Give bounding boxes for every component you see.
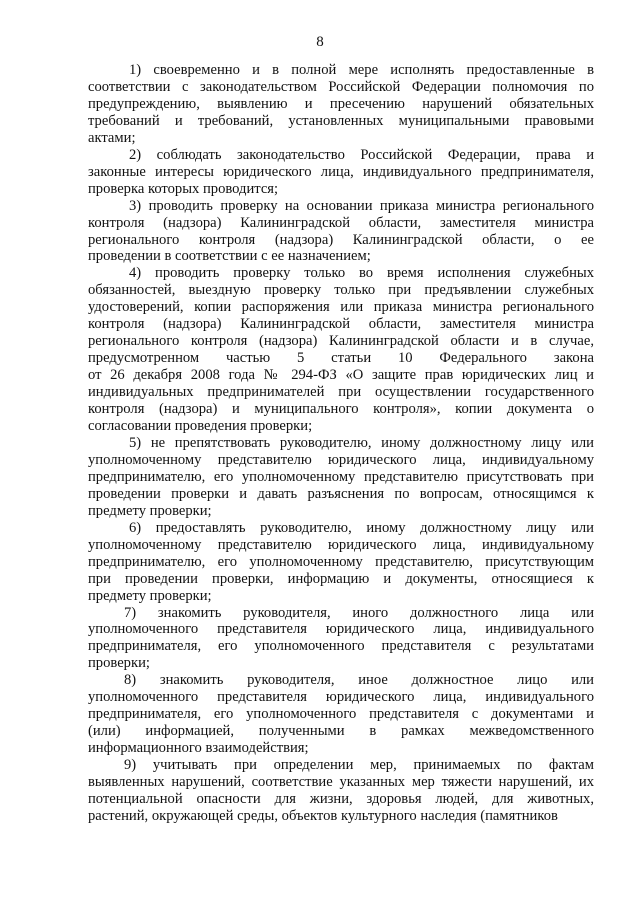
text-line: предусмотренном частью 5 статьи 10 Федерального закона (88, 350, 594, 367)
text-line: обязанностей, выездную проверку только при предъявлении служебных (88, 282, 594, 299)
text-line: предмету проверки; (88, 502, 212, 519)
text-line: проведении в соответствии с ее назначением; (88, 248, 371, 265)
text-line: от 26 декабря 2008 года № 294-ФЗ «О защите прав юридических лиц и (88, 367, 594, 384)
text-line: потенциальной опасности для жизни, здоровья людей, для животных, (88, 790, 594, 807)
paragraph-7 (88, 605, 594, 673)
text-line: регионального контроля (надзора) Калининградской области, о ее (88, 231, 594, 248)
text-line: уполномоченному представителю юридического лица, индивидуальному (88, 536, 594, 553)
text-line: проверки; (88, 655, 150, 672)
text-line: 5) не препятствовать руководителю, иному должностному лицу или (129, 434, 594, 451)
text-line: при проведении проверки, информацию и документы, относящиеся к (88, 570, 594, 587)
paragraph-5 (88, 435, 594, 520)
paragraph-2 (88, 147, 594, 198)
document-body (88, 62, 594, 825)
text-line: уполномоченного представителя юридического лица, индивидуального (88, 621, 594, 638)
text-line: актами; (88, 129, 136, 146)
paragraph-1 (88, 62, 594, 147)
text-line: удостоверений, копии распоряжения или приказа министра регионального (88, 299, 594, 316)
page-number: 8 (316, 34, 324, 50)
paragraph-9 (88, 757, 594, 825)
text-line: 2) соблюдать законодательство Российской Федерации, права и (129, 146, 594, 163)
text-line: выявленных нарушений, соответствие указанных мер тяжести нарушений, их (88, 774, 594, 791)
text-line: 1) своевременно и в полной мере исполнять предоставленные в (129, 62, 594, 78)
text-line: 6) предоставлять руководителю, иному должностному лицу или (129, 519, 594, 536)
paragraph-3 (88, 198, 594, 266)
text-line: предупреждению, выявлению и пресечению нарушений обязательных (88, 95, 594, 112)
text-line: индивидуальных предпринимателей при осуществлении государственного (88, 384, 594, 401)
text-line: уполномоченного представителя юридического лица, индивидуального (88, 689, 594, 706)
text-line: проведении проверки и давать разъяснения по вопросам, относящимся к (88, 485, 594, 502)
text-line: соответствии с законодательством Российской Федерации полномочия по (88, 78, 594, 95)
text-line: контроля (надзора) Калининградской области, заместителя министра (88, 316, 594, 333)
text-line: законные интересы юридического лица, индивидуального предпринимателя, (88, 163, 594, 180)
text-line: 9) учитывать при определении мер, принимаемых по фактам (124, 757, 594, 774)
text-line: предмету проверки; (88, 587, 212, 604)
text-line: контроля (надзора) Калининградской области, заместителя министра (88, 214, 594, 231)
paragraph-6 (88, 520, 594, 605)
text-line: предпринимателю, его уполномоченному представителю, присутствующим (88, 553, 594, 570)
text-line: согласовании проведения проверки; (88, 418, 313, 435)
paragraph-8 (88, 672, 594, 757)
text-line: 8) знакомить руководителя, иное должностное лицо или (124, 672, 594, 689)
text-line: предпринимателю, его уполномоченному представителю присутствовать при (88, 468, 594, 485)
text-line: предпринимателя, его уполномоченного представителя с результатами (88, 638, 594, 655)
text-line: 4) проводить проверку только во время исполнения служебных (129, 265, 594, 282)
text-line: информационного взаимодействия; (88, 740, 309, 757)
text-line: уполномоченному представителю юридического лица, индивидуальному (88, 451, 594, 468)
text-line: регионального контроля (надзора) Калининградской области и в случае, (88, 333, 594, 350)
text-line: контроля (надзора) и муниципального контроля», копии документа о (88, 401, 594, 418)
text-line: растений, окружающей среды, объектов культурного наследия (памятников (88, 807, 558, 824)
paragraph-4 (88, 265, 594, 435)
text-line: предпринимателя, его уполномоченного представителя с документами и (88, 706, 594, 723)
text-line: 7) знакомить руководителя, иного должностного лица или (124, 604, 594, 621)
text-line: (или) информацией, полученными в рамках межведомственного (88, 723, 594, 740)
text-line: 3) проводить проверку на основании приказа министра регионального (129, 197, 594, 214)
text-line: требований и требований, установленных муниципальными правовыми (88, 112, 594, 129)
text-line: проверка которых проводится; (88, 180, 279, 197)
